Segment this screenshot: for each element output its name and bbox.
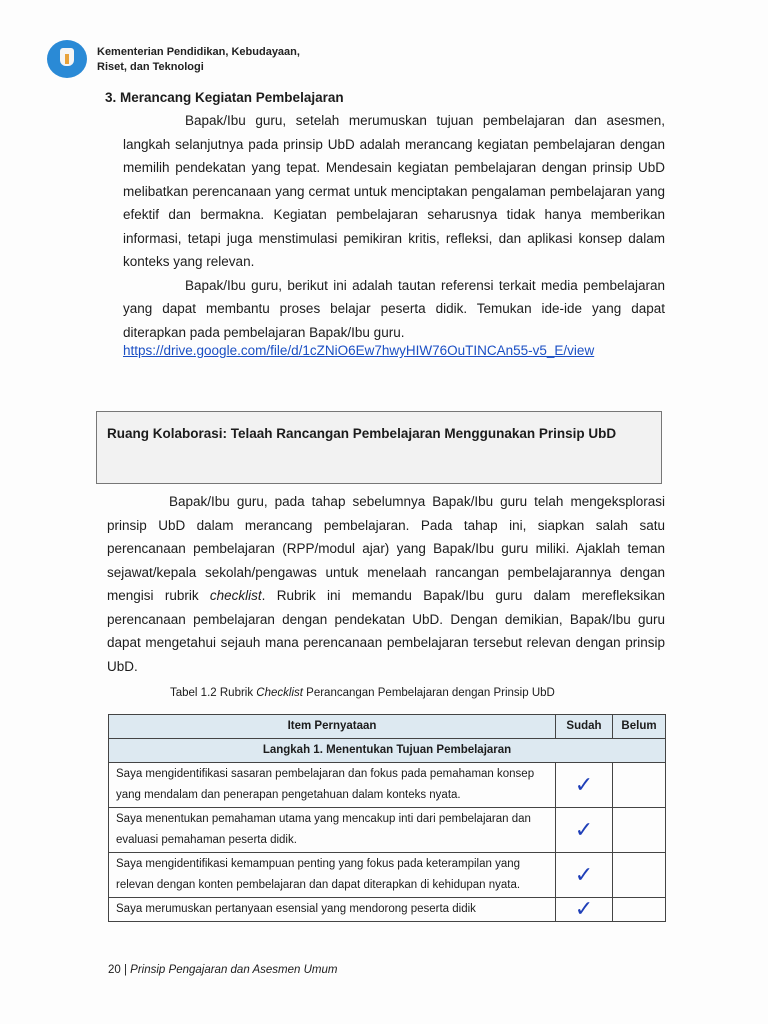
collab-body: [107, 490, 665, 678]
page-number: 20 |: [108, 964, 131, 976]
text-italic: checklist: [209, 588, 262, 603]
col-item: Item Pernyataan: [109, 715, 556, 739]
step-row: [109, 739, 666, 763]
paragraph: Bapak/Ibu guru, berikut ini adalah tautan referensi terkait media pembelajaran yang dapat membantu proses belajar peserta didik. Temukan ide-ide yang dapat diterapkan pada pembelajaran Bapak/Ibu guru.: [123, 277, 665, 340]
header-row: [109, 715, 666, 739]
table-caption: [170, 687, 555, 699]
paragraph: [107, 490, 665, 678]
sudah-check-icon[interactable]: ✓: [556, 808, 613, 853]
belum-cell[interactable]: [613, 853, 666, 898]
section-title: 3. Merancang Kegiatan Pembelajaran: [105, 90, 344, 105]
sudah-check-icon[interactable]: ✓: [556, 898, 613, 922]
text: Bapak/Ibu guru, pada tahap sebelumnya Bapak/Ibu guru telah mengeksplorasi prinsip UbD dalam merancang pembelajaran. Pada tahap ini, siapkan salah satu perencanaan pembelajaran (RPP/modul ajar) yang Bapak/Ibu guru miliki. Ajaklah teman sejawat/kepala sekolah/pengawas untuk menelaah rancangan pembelajarannya dengan mengisi rubrik: [107, 494, 665, 603]
paragraph: Bapak/Ibu guru, setelah merumuskan tujuan pembelajaran dan asesmen, langkah selanjutnya pada prinsip UbD adalah merancang kegiatan pembelajaran dengan memilih pendekatan yang tepat. Mendesain kegiatan pembelajaran dengan prinsip UbD melibatkan perencanaan yang cermat untuk menciptakan pengalaman pembelajaran yang efektif dan bermakna. Kegiatan pembelajaran seharusnya tidak hanya memberikan informasi, tetapi juga menstimulasi pemikiran kritis, refleksi, dan aplikasi konsep dalam konteks yang relevan.: [123, 113, 665, 269]
item-text: Saya merumuskan pertanyaan esensial yang mendorong peserta didik: [109, 898, 556, 922]
belum-cell[interactable]: [613, 808, 666, 853]
page-footer: [108, 964, 338, 976]
footer-title: Prinsip Pengajaran dan Asesmen Umum: [130, 964, 338, 976]
table-row: [109, 808, 666, 853]
checklist-table: [108, 714, 666, 922]
table-row: [109, 763, 666, 808]
section-body: [123, 109, 665, 344]
table-row: [109, 853, 666, 898]
item-text: Saya mengidentifikasi sasaran pembelajaran dan fokus pada pemahaman konsep yang mendalam dan penerapan pengetahuan dalam konteks nyata.: [109, 763, 556, 808]
col-sudah: Sudah: [556, 715, 613, 739]
table-row: [109, 898, 666, 922]
ministry-name: [97, 45, 300, 75]
belum-cell[interactable]: [613, 763, 666, 808]
drive-link[interactable]: https://drive.google.com/file/d/1cZNiO6Ew7hwyHIW76OuTINCAn55-v5_E/view: [123, 343, 595, 358]
step-label: Langkah 1. Menentukan Tujuan Pembelajaran: [109, 739, 666, 763]
caption-italic: Checklist: [256, 687, 303, 699]
item-text: Saya mengidentifikasi kemampuan penting yang fokus pada keterampilan yang relevan dengan konten pembelajaran dan dapat diterapkan di kehidupan nyata.: [109, 853, 556, 898]
text: . Rubrik ini memandu Bapak/Ibu guru dalam merefleksikan perencanaan pembelajaran dengan pendekatan UbD. Dengan demikian, Bapak/Ibu guru dapat mengetahui sejauh mana perencanaan pembelajaran tersebut relevan dengan prinsip UbD.: [107, 588, 666, 674]
sudah-check-icon[interactable]: ✓: [556, 763, 613, 808]
org-line2: Riset, dan Teknologi: [97, 61, 204, 73]
caption-text: Perancangan Pembelajaran dengan Prinsip UbD: [302, 687, 555, 699]
ministry-logo-icon: [47, 40, 87, 78]
belum-cell[interactable]: [613, 898, 666, 922]
org-line1: Kementerian Pendidikan, Kebudayaan,: [97, 46, 300, 58]
collab-box-title: Ruang Kolaborasi: Telaah Rancangan Pembelajaran Menggunakan Prinsip UbD: [96, 411, 662, 484]
sudah-check-icon[interactable]: ✓: [556, 853, 613, 898]
col-belum: Belum: [613, 715, 666, 739]
caption-text: Tabel 1.2 Rubrik: [170, 687, 257, 699]
item-text: Saya menentukan pemahaman utama yang mencakup inti dari pembelajaran dan evaluasi pemahaman peserta didik.: [109, 808, 556, 853]
